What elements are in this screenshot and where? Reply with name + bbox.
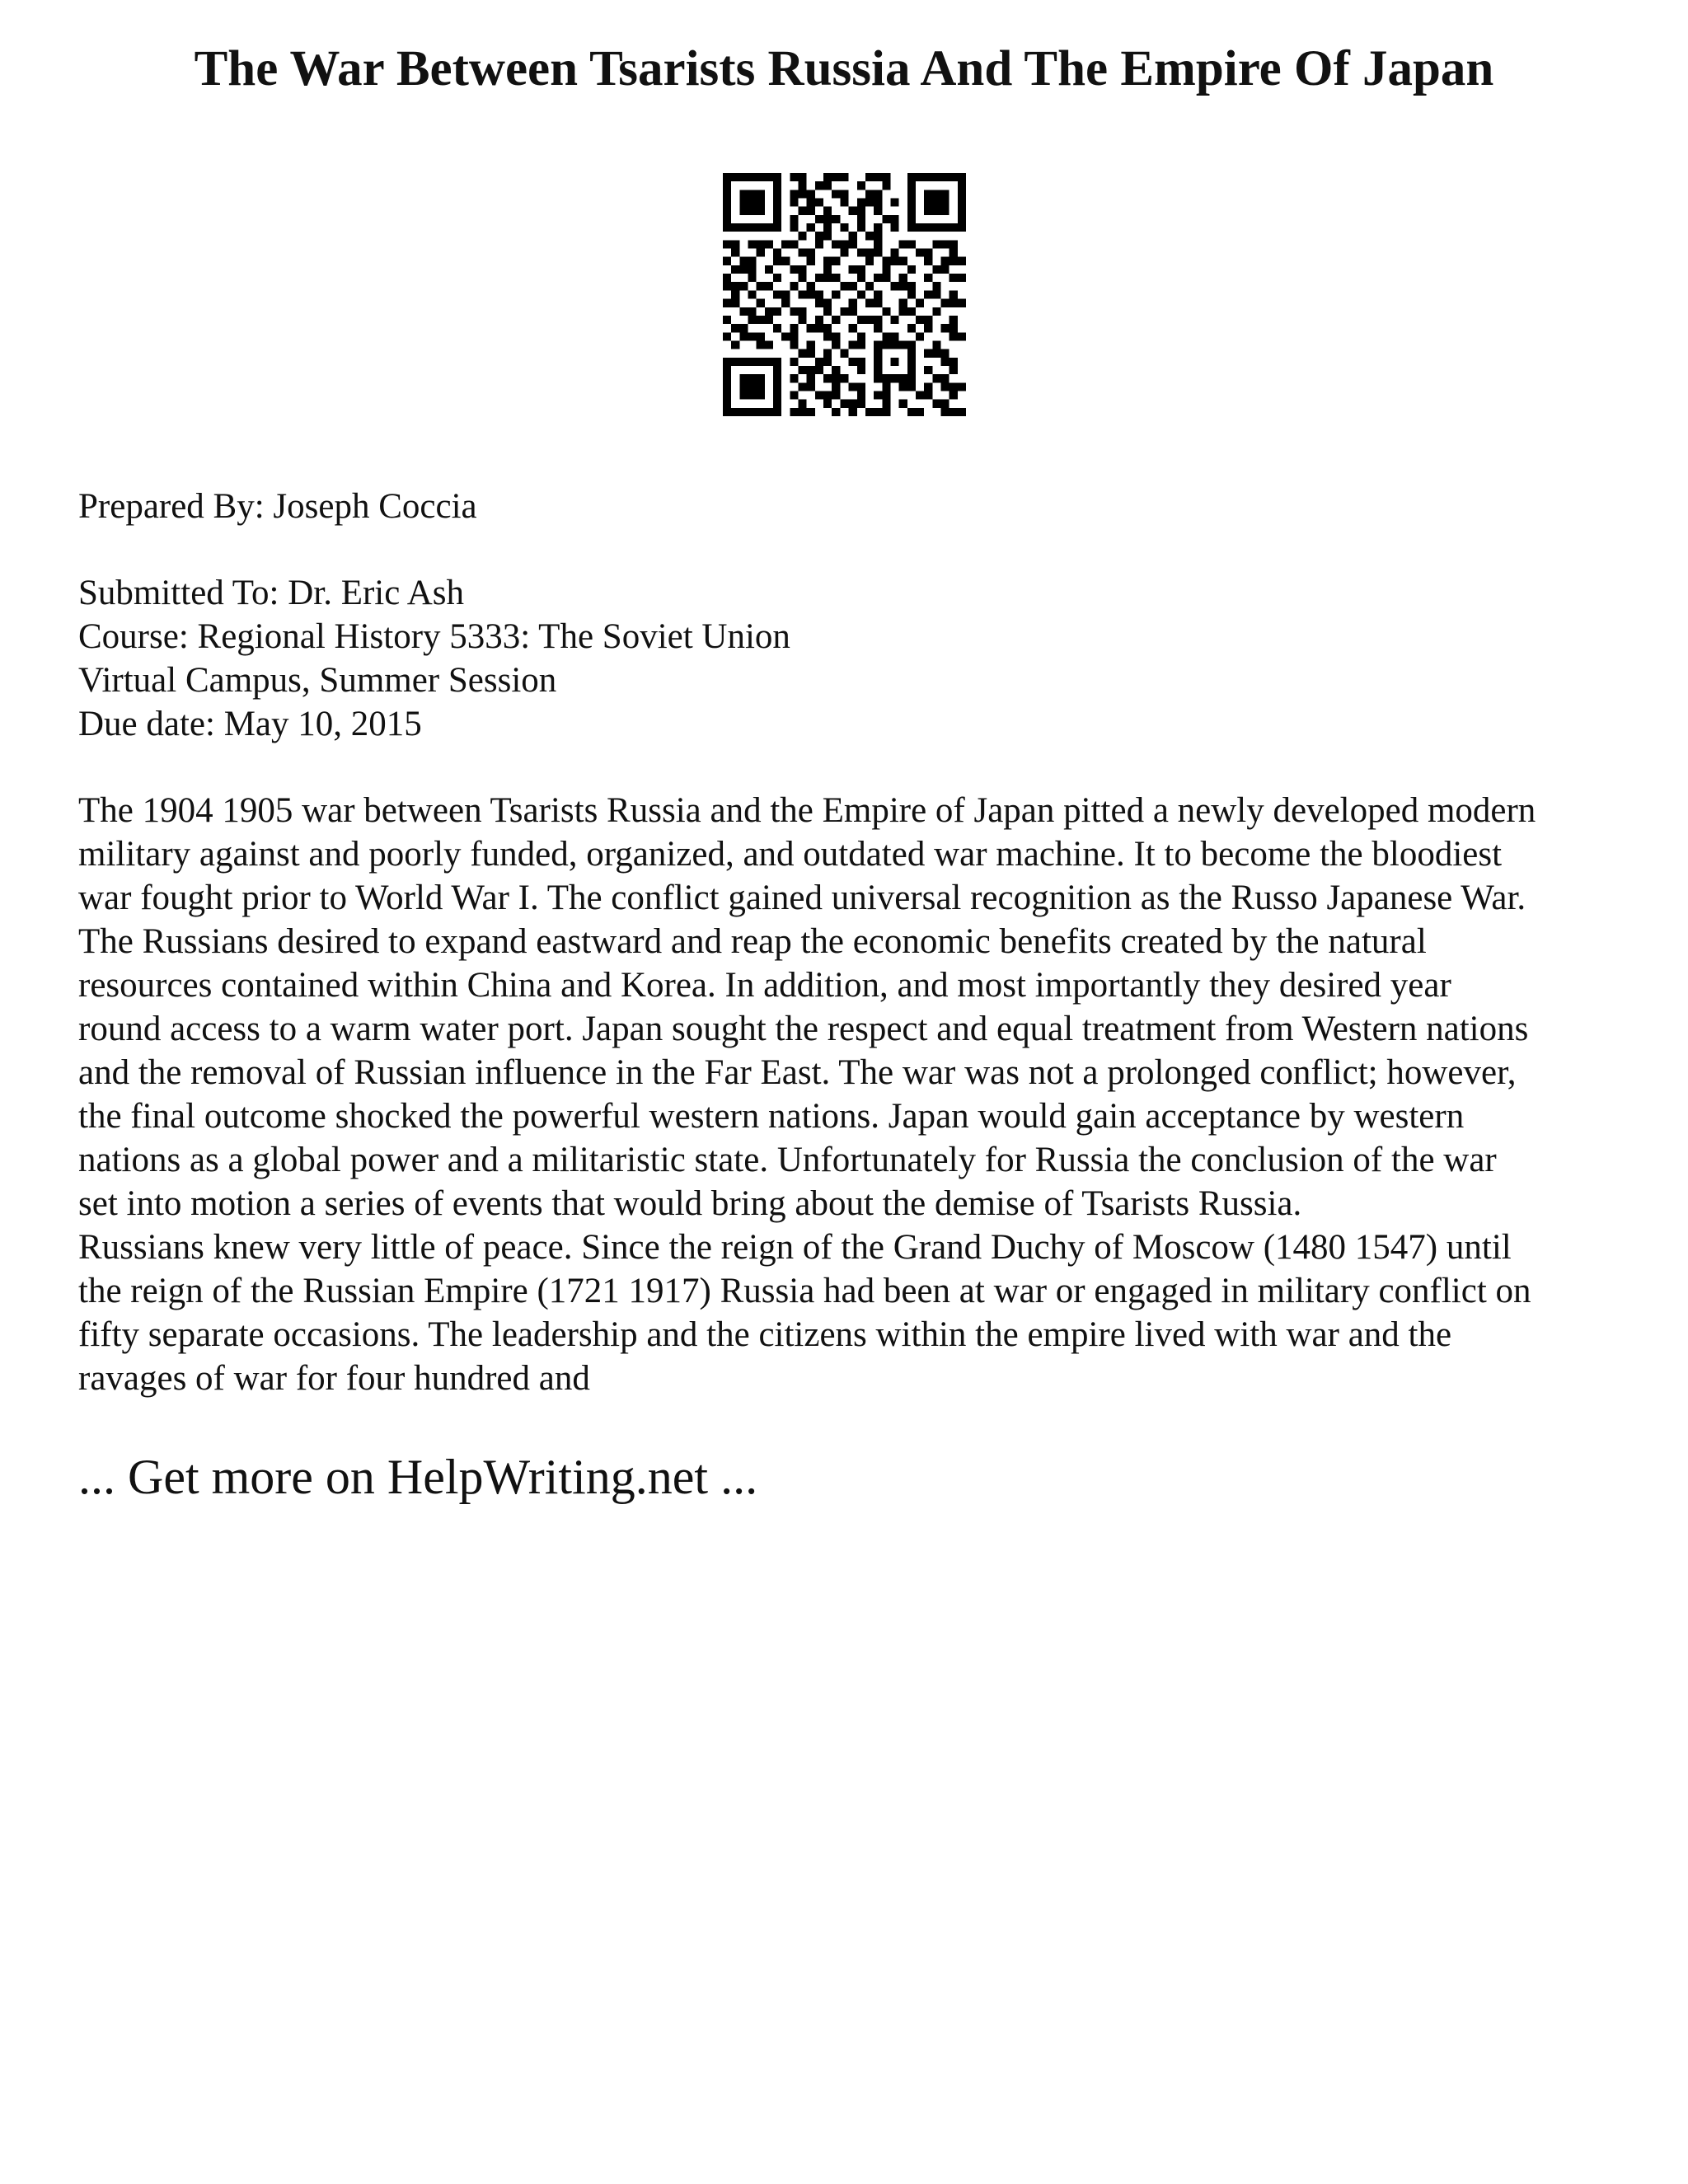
body-line: fifty separate occasions. The leadership and the citizens within the empire lived with war and the xyxy=(78,1315,1452,1354)
due-date: Due date: May 10, 2015 xyxy=(78,705,422,743)
submission-details xyxy=(78,571,790,746)
body-line: the reign of the Russian Empire (1721 1917) Russia had been at war or engaged in military conflict on xyxy=(78,1272,1531,1310)
campus-session: Virtual Campus, Summer Session xyxy=(78,661,557,700)
document-title: The War Between Tsarists Russia And The Empire Of Japan xyxy=(194,41,1494,96)
submitted-to: Submitted To: Dr. Eric Ash xyxy=(78,574,465,612)
body-line: and the removal of Russian influence in the Far East. The war was not a prolonged conflict; however, xyxy=(78,1053,1517,1092)
body-line: The Russians desired to expand eastward and reap the economic benefits created by the natural xyxy=(78,922,1427,961)
body-line: round access to a warm water port. Japan sought the respect and equal treatment from Western nations xyxy=(78,1010,1529,1048)
body-line: military against and poorly funded, organized, and outdated war machine. It to become the bloodiest xyxy=(78,835,1503,874)
get-more-link[interactable]: ... Get more on HelpWriting.net ... xyxy=(78,1450,758,1504)
body-line: resources contained within China and Korea. In addition, and most importantly they desired year xyxy=(78,966,1451,1005)
prepared-by: Prepared By: Joseph Coccia xyxy=(78,487,477,526)
body-line: the final outcome shocked the powerful western nations. Japan would gain acceptance by western xyxy=(78,1097,1465,1136)
body-line: nations as a global power and a militaristic state. Unfortunately for Russia the conclusion of the war xyxy=(78,1141,1497,1179)
body-line: Russians knew very little of peace. Since the reign of the Grand Duchy of Moscow (1480 1547) until xyxy=(78,1228,1512,1267)
course: Course: Regional History 5333: The Soviet Union xyxy=(78,617,790,656)
body-line: set into motion a series of events that would bring about the demise of Tsarists Russia. xyxy=(78,1184,1302,1223)
essay-body xyxy=(78,789,1636,1400)
body-line: ravages of war for four hundred and xyxy=(78,1359,590,1398)
body-line: The 1904 1905 war between Tsarists Russia and the Empire of Japan pitted a newly developed modern xyxy=(78,791,1536,830)
body-line: war fought prior to World War I. The conflict gained universal recognition as the Russo Japanese War. xyxy=(78,879,1526,917)
qr-code-icon xyxy=(723,173,966,416)
